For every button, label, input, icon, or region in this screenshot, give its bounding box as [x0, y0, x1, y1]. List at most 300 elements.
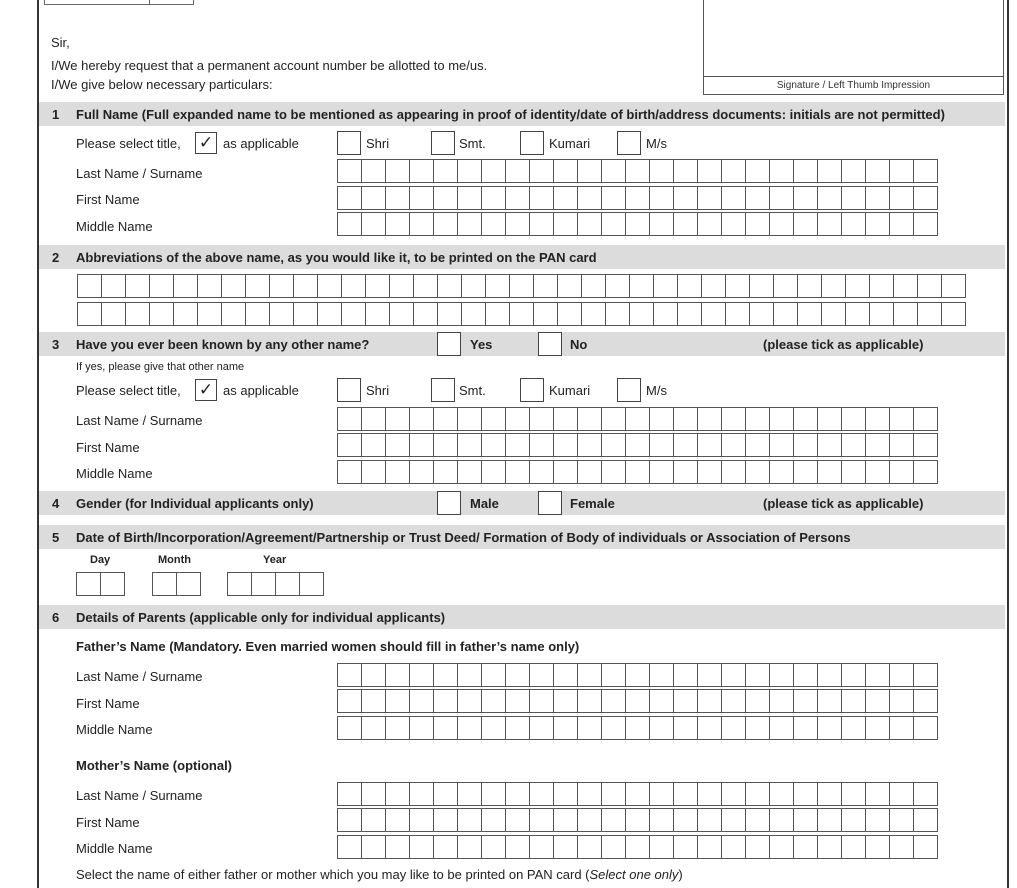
- char-cell[interactable]: [625, 835, 650, 859]
- char-cell[interactable]: [913, 716, 938, 740]
- char-cell[interactable]: [889, 782, 914, 806]
- char-cell[interactable]: [433, 689, 458, 713]
- char-cell[interactable]: [749, 302, 774, 326]
- char-cell[interactable]: [553, 808, 578, 832]
- char-cell[interactable]: [505, 663, 530, 687]
- char-cell[interactable]: [793, 186, 818, 210]
- char-cell[interactable]: [577, 835, 602, 859]
- char-cell[interactable]: [601, 433, 626, 457]
- char-cell[interactable]: [409, 186, 434, 210]
- char-cell[interactable]: [100, 572, 125, 596]
- char-cell[interactable]: [817, 808, 842, 832]
- char-cell[interactable]: [769, 689, 794, 713]
- char-cell[interactable]: [629, 302, 654, 326]
- char-cell[interactable]: [625, 716, 650, 740]
- char-cell[interactable]: [841, 663, 866, 687]
- char-cell[interactable]: [457, 663, 482, 687]
- char-cell[interactable]: [913, 835, 938, 859]
- char-cell[interactable]: [889, 433, 914, 457]
- char-cell[interactable]: [649, 782, 674, 806]
- char-cell[interactable]: [769, 159, 794, 183]
- char-cell[interactable]: [317, 274, 342, 298]
- char-cell[interactable]: [433, 433, 458, 457]
- char-cell[interactable]: [913, 186, 938, 210]
- char-cell[interactable]: [841, 212, 866, 236]
- char-cell[interactable]: [697, 212, 722, 236]
- checkbox-male[interactable]: [437, 491, 461, 515]
- char-cell[interactable]: [653, 302, 678, 326]
- char-cell[interactable]: [865, 689, 890, 713]
- char-cell[interactable]: [649, 808, 674, 832]
- char-cell[interactable]: [601, 808, 626, 832]
- char-cell[interactable]: [773, 274, 798, 298]
- char-cell[interactable]: [673, 460, 698, 484]
- char-cell[interactable]: [793, 716, 818, 740]
- char-cell[interactable]: [457, 782, 482, 806]
- char-cell[interactable]: [529, 186, 554, 210]
- char-cell[interactable]: [76, 572, 101, 596]
- char-cell[interactable]: [625, 689, 650, 713]
- char-cell[interactable]: [505, 689, 530, 713]
- char-cell[interactable]: [841, 835, 866, 859]
- char-cell[interactable]: [533, 274, 558, 298]
- char-cell[interactable]: [337, 433, 362, 457]
- char-cell[interactable]: [509, 274, 534, 298]
- char-cell[interactable]: [721, 460, 746, 484]
- other-first-name-grid[interactable]: [337, 433, 937, 457]
- char-cell[interactable]: [433, 212, 458, 236]
- char-cell[interactable]: [505, 808, 530, 832]
- char-cell[interactable]: [793, 782, 818, 806]
- char-cell[interactable]: [365, 302, 390, 326]
- char-cell[interactable]: [409, 212, 434, 236]
- char-cell[interactable]: [745, 782, 770, 806]
- char-cell[interactable]: [337, 159, 362, 183]
- char-cell[interactable]: [433, 186, 458, 210]
- char-cell[interactable]: [793, 663, 818, 687]
- char-cell[interactable]: [409, 835, 434, 859]
- char-cell[interactable]: [725, 274, 750, 298]
- day-grid[interactable]: [76, 572, 124, 596]
- char-cell[interactable]: [721, 159, 746, 183]
- char-cell[interactable]: [553, 663, 578, 687]
- char-cell[interactable]: [485, 302, 510, 326]
- checkbox-no[interactable]: [538, 332, 562, 356]
- char-cell[interactable]: [361, 212, 386, 236]
- char-cell[interactable]: [769, 782, 794, 806]
- char-cell[interactable]: [173, 302, 198, 326]
- char-cell[interactable]: [697, 407, 722, 431]
- char-cell[interactable]: [529, 716, 554, 740]
- char-cell[interactable]: [841, 186, 866, 210]
- checkbox-smt[interactable]: [431, 378, 455, 402]
- char-cell[interactable]: [817, 460, 842, 484]
- char-cell[interactable]: [457, 835, 482, 859]
- char-cell[interactable]: [913, 407, 938, 431]
- char-cell[interactable]: [581, 274, 606, 298]
- char-cell[interactable]: [481, 835, 506, 859]
- char-cell[interactable]: [649, 433, 674, 457]
- char-cell[interactable]: [409, 407, 434, 431]
- char-cell[interactable]: [817, 835, 842, 859]
- char-cell[interactable]: [361, 782, 386, 806]
- char-cell[interactable]: [385, 808, 410, 832]
- char-cell[interactable]: [917, 302, 942, 326]
- char-cell[interactable]: [529, 159, 554, 183]
- char-cell[interactable]: [101, 274, 126, 298]
- char-cell[interactable]: [721, 808, 746, 832]
- char-cell[interactable]: [701, 302, 726, 326]
- checkbox-yes[interactable]: [437, 332, 461, 356]
- month-grid[interactable]: [152, 572, 200, 596]
- char-cell[interactable]: [505, 716, 530, 740]
- char-cell[interactable]: [749, 274, 774, 298]
- char-cell[interactable]: [649, 460, 674, 484]
- char-cell[interactable]: [529, 433, 554, 457]
- char-cell[interactable]: [793, 835, 818, 859]
- char-cell[interactable]: [793, 460, 818, 484]
- char-cell[interactable]: [625, 186, 650, 210]
- checkbox-smt[interactable]: [431, 131, 455, 155]
- abbreviation-grid-row-2[interactable]: [77, 302, 965, 326]
- char-cell[interactable]: [625, 808, 650, 832]
- char-cell[interactable]: [889, 716, 914, 740]
- char-cell[interactable]: [889, 407, 914, 431]
- char-cell[interactable]: [817, 689, 842, 713]
- char-cell[interactable]: [769, 407, 794, 431]
- father-first-name-grid[interactable]: [337, 689, 937, 713]
- char-cell[interactable]: [865, 407, 890, 431]
- char-cell[interactable]: [251, 572, 276, 596]
- mother-last-name-grid[interactable]: [337, 782, 937, 806]
- char-cell[interactable]: [577, 689, 602, 713]
- char-cell[interactable]: [817, 663, 842, 687]
- char-cell[interactable]: [773, 302, 798, 326]
- char-cell[interactable]: [173, 274, 198, 298]
- char-cell[interactable]: [341, 274, 366, 298]
- char-cell[interactable]: [299, 572, 324, 596]
- char-cell[interactable]: [601, 663, 626, 687]
- father-last-name-grid[interactable]: [337, 663, 937, 687]
- char-cell[interactable]: [577, 407, 602, 431]
- char-cell[interactable]: [725, 302, 750, 326]
- char-cell[interactable]: [841, 407, 866, 431]
- char-cell[interactable]: [337, 212, 362, 236]
- checkbox-kumari[interactable]: [520, 131, 544, 155]
- char-cell[interactable]: [625, 159, 650, 183]
- char-cell[interactable]: [361, 433, 386, 457]
- char-cell[interactable]: [673, 663, 698, 687]
- char-cell[interactable]: [385, 460, 410, 484]
- char-cell[interactable]: [745, 433, 770, 457]
- char-cell[interactable]: [721, 212, 746, 236]
- char-cell[interactable]: [577, 186, 602, 210]
- char-cell[interactable]: [721, 407, 746, 431]
- checkbox-shri[interactable]: [337, 378, 361, 402]
- char-cell[interactable]: [817, 159, 842, 183]
- char-cell[interactable]: [221, 302, 246, 326]
- char-cell[interactable]: [721, 716, 746, 740]
- char-cell[interactable]: [245, 274, 270, 298]
- char-cell[interactable]: [337, 186, 362, 210]
- char-cell[interactable]: [409, 782, 434, 806]
- char-cell[interactable]: [893, 302, 918, 326]
- char-cell[interactable]: [841, 460, 866, 484]
- char-cell[interactable]: [269, 302, 294, 326]
- char-cell[interactable]: [505, 159, 530, 183]
- char-cell[interactable]: [293, 274, 318, 298]
- mother-middle-name-grid[interactable]: [337, 835, 937, 859]
- char-cell[interactable]: [433, 808, 458, 832]
- char-cell[interactable]: [721, 689, 746, 713]
- char-cell[interactable]: [673, 159, 698, 183]
- char-cell[interactable]: [152, 572, 177, 596]
- char-cell[interactable]: [625, 663, 650, 687]
- char-cell[interactable]: [793, 159, 818, 183]
- top-field-box[interactable]: [44, 0, 194, 5]
- char-cell[interactable]: [673, 407, 698, 431]
- char-cell[interactable]: [677, 274, 702, 298]
- char-cell[interactable]: [529, 808, 554, 832]
- char-cell[interactable]: [293, 302, 318, 326]
- char-cell[interactable]: [889, 460, 914, 484]
- char-cell[interactable]: [913, 433, 938, 457]
- char-cell[interactable]: [337, 663, 362, 687]
- char-cell[interactable]: [433, 663, 458, 687]
- char-cell[interactable]: [841, 716, 866, 740]
- char-cell[interactable]: [389, 274, 414, 298]
- char-cell[interactable]: [553, 159, 578, 183]
- char-cell[interactable]: [433, 159, 458, 183]
- char-cell[interactable]: [605, 302, 630, 326]
- char-cell[interactable]: [673, 835, 698, 859]
- char-cell[interactable]: [889, 186, 914, 210]
- char-cell[interactable]: [457, 460, 482, 484]
- char-cell[interactable]: [457, 212, 482, 236]
- char-cell[interactable]: [697, 433, 722, 457]
- char-cell[interactable]: [865, 159, 890, 183]
- char-cell[interactable]: [461, 302, 486, 326]
- char-cell[interactable]: [337, 407, 362, 431]
- char-cell[interactable]: [769, 716, 794, 740]
- char-cell[interactable]: [433, 716, 458, 740]
- char-cell[interactable]: [721, 782, 746, 806]
- checkbox-female[interactable]: [538, 491, 562, 515]
- char-cell[interactable]: [817, 433, 842, 457]
- char-cell[interactable]: [697, 663, 722, 687]
- char-cell[interactable]: [673, 212, 698, 236]
- char-cell[interactable]: [577, 808, 602, 832]
- char-cell[interactable]: [553, 689, 578, 713]
- char-cell[interactable]: [101, 302, 126, 326]
- char-cell[interactable]: [529, 460, 554, 484]
- char-cell[interactable]: [557, 302, 582, 326]
- char-cell[interactable]: [601, 716, 626, 740]
- char-cell[interactable]: [337, 460, 362, 484]
- char-cell[interactable]: [649, 689, 674, 713]
- char-cell[interactable]: [601, 407, 626, 431]
- char-cell[interactable]: [941, 274, 966, 298]
- char-cell[interactable]: [889, 663, 914, 687]
- char-cell[interactable]: [457, 407, 482, 431]
- char-cell[interactable]: [653, 274, 678, 298]
- char-cell[interactable]: [841, 808, 866, 832]
- char-cell[interactable]: [913, 782, 938, 806]
- char-cell[interactable]: [917, 274, 942, 298]
- char-cell[interactable]: [385, 159, 410, 183]
- char-cell[interactable]: [649, 835, 674, 859]
- char-cell[interactable]: [841, 159, 866, 183]
- char-cell[interactable]: [697, 808, 722, 832]
- char-cell[interactable]: [385, 835, 410, 859]
- char-cell[interactable]: [553, 835, 578, 859]
- char-cell[interactable]: [673, 186, 698, 210]
- char-cell[interactable]: [457, 808, 482, 832]
- char-cell[interactable]: [889, 159, 914, 183]
- char-cell[interactable]: [553, 407, 578, 431]
- char-cell[interactable]: [697, 460, 722, 484]
- char-cell[interactable]: [505, 433, 530, 457]
- char-cell[interactable]: [337, 835, 362, 859]
- char-cell[interactable]: [745, 186, 770, 210]
- signature-box[interactable]: [703, 0, 1004, 95]
- char-cell[interactable]: [865, 433, 890, 457]
- checkbox-kumari[interactable]: [520, 378, 544, 402]
- char-cell[interactable]: [889, 689, 914, 713]
- char-cell[interactable]: [433, 460, 458, 484]
- char-cell[interactable]: [625, 460, 650, 484]
- char-cell[interactable]: [745, 407, 770, 431]
- char-cell[interactable]: [601, 782, 626, 806]
- char-cell[interactable]: [529, 835, 554, 859]
- char-cell[interactable]: [601, 186, 626, 210]
- abbreviation-grid-row-1[interactable]: [77, 274, 965, 298]
- char-cell[interactable]: [821, 274, 846, 298]
- char-cell[interactable]: [865, 460, 890, 484]
- char-cell[interactable]: [845, 274, 870, 298]
- char-cell[interactable]: [677, 302, 702, 326]
- char-cell[interactable]: [337, 782, 362, 806]
- char-cell[interactable]: [673, 716, 698, 740]
- char-cell[interactable]: [361, 808, 386, 832]
- char-cell[interactable]: [385, 212, 410, 236]
- char-cell[interactable]: [385, 782, 410, 806]
- other-last-name-grid[interactable]: [337, 407, 937, 431]
- char-cell[interactable]: [505, 782, 530, 806]
- char-cell[interactable]: [529, 689, 554, 713]
- char-cell[interactable]: [581, 302, 606, 326]
- char-cell[interactable]: [673, 808, 698, 832]
- char-cell[interactable]: [553, 186, 578, 210]
- char-cell[interactable]: [913, 159, 938, 183]
- char-cell[interactable]: [505, 212, 530, 236]
- char-cell[interactable]: [697, 835, 722, 859]
- char-cell[interactable]: [481, 460, 506, 484]
- char-cell[interactable]: [409, 716, 434, 740]
- char-cell[interactable]: [913, 663, 938, 687]
- char-cell[interactable]: [793, 212, 818, 236]
- char-cell[interactable]: [625, 212, 650, 236]
- char-cell[interactable]: [865, 782, 890, 806]
- char-cell[interactable]: [841, 782, 866, 806]
- char-cell[interactable]: [385, 433, 410, 457]
- char-cell[interactable]: [913, 212, 938, 236]
- char-cell[interactable]: [745, 808, 770, 832]
- checkbox-ms[interactable]: [617, 378, 641, 402]
- char-cell[interactable]: [721, 835, 746, 859]
- char-cell[interactable]: [505, 407, 530, 431]
- char-cell[interactable]: [913, 689, 938, 713]
- char-cell[interactable]: [721, 186, 746, 210]
- char-cell[interactable]: [485, 274, 510, 298]
- char-cell[interactable]: [745, 716, 770, 740]
- char-cell[interactable]: [769, 835, 794, 859]
- char-cell[interactable]: [817, 782, 842, 806]
- char-cell[interactable]: [577, 663, 602, 687]
- char-cell[interactable]: [769, 212, 794, 236]
- char-cell[interactable]: [553, 212, 578, 236]
- char-cell[interactable]: [385, 716, 410, 740]
- char-cell[interactable]: [841, 433, 866, 457]
- char-cell[interactable]: [793, 407, 818, 431]
- char-cell[interactable]: [721, 433, 746, 457]
- char-cell[interactable]: [769, 460, 794, 484]
- char-cell[interactable]: [577, 159, 602, 183]
- char-cell[interactable]: [889, 212, 914, 236]
- char-cell[interactable]: [797, 274, 822, 298]
- char-cell[interactable]: [125, 302, 150, 326]
- char-cell[interactable]: [361, 689, 386, 713]
- char-cell[interactable]: [317, 302, 342, 326]
- last-name-grid[interactable]: [337, 159, 937, 183]
- char-cell[interactable]: [601, 159, 626, 183]
- char-cell[interactable]: [625, 782, 650, 806]
- char-cell[interactable]: [865, 663, 890, 687]
- char-cell[interactable]: [385, 689, 410, 713]
- char-cell[interactable]: [889, 808, 914, 832]
- char-cell[interactable]: [481, 689, 506, 713]
- char-cell[interactable]: [361, 663, 386, 687]
- char-cell[interactable]: [413, 302, 438, 326]
- char-cell[interactable]: [409, 689, 434, 713]
- char-cell[interactable]: [865, 212, 890, 236]
- char-cell[interactable]: [817, 186, 842, 210]
- char-cell[interactable]: [745, 663, 770, 687]
- char-cell[interactable]: [913, 808, 938, 832]
- char-cell[interactable]: [337, 716, 362, 740]
- char-cell[interactable]: [461, 274, 486, 298]
- char-cell[interactable]: [481, 212, 506, 236]
- first-name-grid[interactable]: [337, 186, 937, 210]
- char-cell[interactable]: [505, 460, 530, 484]
- char-cell[interactable]: [275, 572, 300, 596]
- char-cell[interactable]: [817, 716, 842, 740]
- char-cell[interactable]: [625, 407, 650, 431]
- char-cell[interactable]: [745, 835, 770, 859]
- char-cell[interactable]: [673, 433, 698, 457]
- char-cell[interactable]: [149, 302, 174, 326]
- father-middle-name-grid[interactable]: [337, 716, 937, 740]
- char-cell[interactable]: [817, 407, 842, 431]
- char-cell[interactable]: [553, 782, 578, 806]
- char-cell[interactable]: [361, 407, 386, 431]
- char-cell[interactable]: [509, 302, 534, 326]
- char-cell[interactable]: [457, 716, 482, 740]
- char-cell[interactable]: [505, 835, 530, 859]
- checkbox-shri[interactable]: [337, 131, 361, 155]
- char-cell[interactable]: [245, 302, 270, 326]
- char-cell[interactable]: [533, 302, 558, 326]
